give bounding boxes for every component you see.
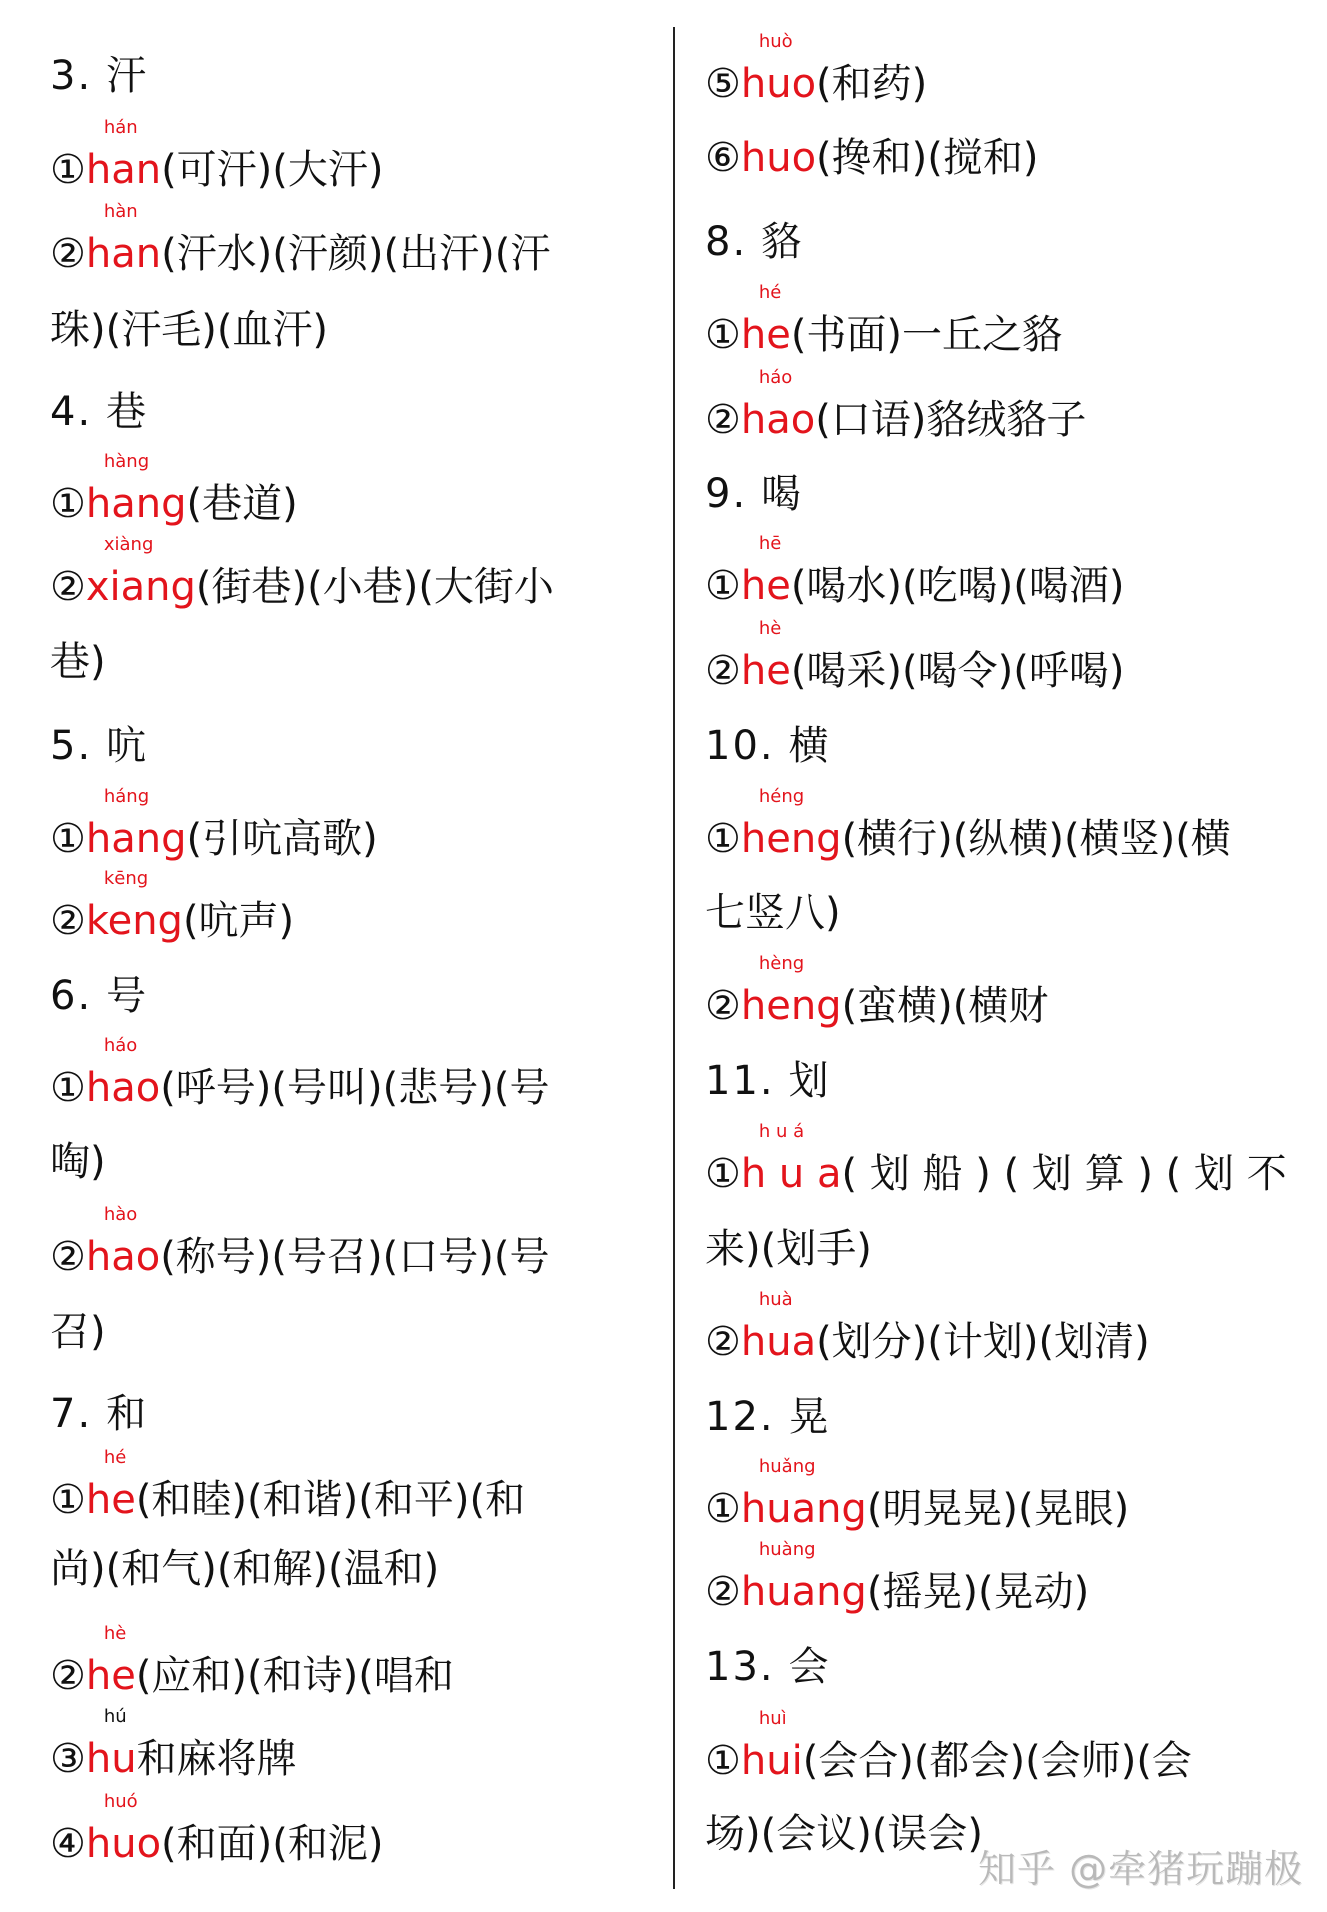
heading-number: 10. bbox=[705, 723, 775, 769]
pronunciation-entry bbox=[50, 1447, 526, 1524]
continuation-line bbox=[50, 638, 106, 686]
pinyin-text: huo bbox=[740, 61, 817, 107]
circled-number: ① bbox=[705, 1486, 741, 1532]
pinyin-text: xiang bbox=[85, 564, 196, 610]
pronunciation-entry bbox=[705, 953, 1049, 1030]
pinyin-tone-annotation: hán bbox=[103, 117, 138, 138]
character-heading bbox=[50, 388, 146, 436]
example-words: (划分)(计划)(划清) bbox=[816, 1319, 1150, 1365]
continuation-line bbox=[50, 1308, 106, 1356]
pinyin-tone-annotation: xiàng bbox=[103, 534, 154, 555]
circled-number: ① bbox=[50, 816, 86, 862]
circled-number: ① bbox=[50, 1477, 86, 1523]
example-words: 七竖八) bbox=[705, 890, 841, 936]
pronunciation-entry bbox=[50, 786, 378, 863]
example-words: (称号)(号召)(口号)(号 bbox=[160, 1234, 550, 1280]
continuation-line bbox=[705, 1810, 983, 1858]
column-divider bbox=[673, 27, 675, 1889]
heading-number: 8. bbox=[705, 219, 748, 265]
pinyin-tone-annotation: héng bbox=[758, 786, 805, 807]
example-words: (书面)一丘之貉 bbox=[790, 312, 1063, 358]
pronunciation-entry bbox=[705, 367, 1087, 444]
example-words: 啕) bbox=[50, 1139, 106, 1185]
pinyin-text: heng bbox=[740, 816, 842, 862]
pinyin-tone-annotation: huò bbox=[758, 31, 793, 52]
pinyin bbox=[740, 786, 842, 863]
pinyin-tone-annotation: kēng bbox=[103, 868, 149, 889]
circled-number: ⑤ bbox=[705, 61, 741, 107]
circled-number: ③ bbox=[50, 1736, 86, 1782]
pronunciation-entry bbox=[705, 134, 1038, 182]
example-words: (明晃晃)(晃眼) bbox=[866, 1486, 1130, 1532]
heading-character: 会 bbox=[788, 1644, 829, 1690]
pinyin bbox=[85, 1623, 136, 1700]
pinyin-text: he bbox=[740, 648, 791, 694]
example-words: 来)(划手) bbox=[705, 1226, 872, 1272]
example-words: (引吭高歌) bbox=[186, 816, 378, 862]
pinyin-tone-annotation: hú bbox=[103, 1706, 127, 1727]
example-words: (应和)(和诗)(唱和 bbox=[135, 1653, 454, 1699]
example-words: 珠)(汗毛)(血汗) bbox=[50, 307, 329, 353]
example-words: 和麻将牌 bbox=[136, 1736, 297, 1782]
pinyin-tone-annotation: hào bbox=[103, 1204, 138, 1225]
example-words: (会合)(都会)(会师)(会 bbox=[802, 1738, 1192, 1784]
pinyin bbox=[85, 1204, 161, 1281]
example-words: 尚)(和气)(和解)(温和) bbox=[50, 1546, 440, 1592]
example-words: (和面)(和泥) bbox=[161, 1821, 384, 1867]
example-words: 场)(会议)(误会) bbox=[705, 1811, 984, 1857]
pinyin bbox=[741, 134, 816, 182]
pronunciation-entry bbox=[705, 1289, 1150, 1366]
pronunciation-entry bbox=[50, 451, 298, 528]
pinyin-text: hang bbox=[85, 481, 187, 527]
pinyin bbox=[85, 451, 187, 528]
pinyin-text: huang bbox=[740, 1486, 867, 1532]
pinyin-text: huang bbox=[740, 1569, 867, 1615]
pronunciation-entry bbox=[705, 1456, 1130, 1533]
pinyin-text: han bbox=[85, 231, 162, 277]
pinyin-text: hao bbox=[85, 1234, 161, 1280]
example-words: (呼号)(号叫)(悲号)(号 bbox=[160, 1065, 550, 1111]
pinyin-tone-annotation: háo bbox=[758, 367, 793, 388]
pinyin-text: keng bbox=[85, 898, 183, 944]
circled-number: ② bbox=[705, 397, 741, 443]
pinyin-text: huo bbox=[740, 135, 817, 181]
pinyin bbox=[740, 367, 816, 444]
circled-number: ② bbox=[50, 1234, 86, 1280]
pinyin bbox=[85, 1035, 161, 1112]
circled-number: ① bbox=[50, 481, 86, 527]
example-words: (口语)貉绒貉子 bbox=[815, 397, 1087, 443]
pinyin bbox=[740, 1121, 842, 1198]
circled-number: ② bbox=[50, 231, 86, 277]
character-heading bbox=[705, 218, 801, 266]
pinyin-text: he bbox=[85, 1477, 136, 1523]
pinyin-tone-annotation: hàn bbox=[103, 201, 138, 222]
example-words: (吭声) bbox=[182, 898, 295, 944]
pronunciation-entry bbox=[50, 117, 384, 194]
pinyin bbox=[85, 1447, 136, 1524]
pinyin-tone-annotation: hè bbox=[103, 1623, 127, 1644]
heading-number: 9. bbox=[705, 471, 748, 517]
heading-character: 貉 bbox=[761, 219, 802, 265]
pinyin-text: hao bbox=[85, 1065, 161, 1111]
pronunciation-entry bbox=[50, 534, 554, 611]
pinyin bbox=[85, 786, 187, 863]
character-heading bbox=[50, 52, 146, 100]
pinyin-tone-annotation: hè bbox=[758, 618, 782, 639]
circled-number: ② bbox=[705, 1319, 741, 1365]
example-words: (可汗)(大汗) bbox=[161, 147, 384, 193]
pinyin-tone-annotation: háng bbox=[103, 786, 150, 807]
pinyin bbox=[740, 31, 817, 108]
circled-number: ① bbox=[705, 1151, 741, 1197]
pinyin-tone-annotation: hé bbox=[758, 282, 782, 303]
circled-number: ① bbox=[50, 147, 86, 193]
pinyin-tone-annotation: huǎng bbox=[758, 1456, 816, 1477]
character-heading bbox=[50, 1390, 146, 1438]
heading-character: 巷 bbox=[106, 389, 147, 435]
example-words: (蛮横)(横财 bbox=[841, 983, 1049, 1029]
pinyin-tone-annotation: hàng bbox=[103, 451, 150, 472]
example-words: (和药) bbox=[816, 61, 928, 107]
circled-number: ① bbox=[705, 816, 741, 862]
heading-number: 12. bbox=[705, 1394, 775, 1440]
pinyin-text: heng bbox=[740, 983, 842, 1029]
heading-number: 3. bbox=[50, 53, 93, 99]
character-heading bbox=[50, 722, 146, 770]
example-words: ( 划 船 ) ( 划 算 ) ( 划 不 bbox=[841, 1151, 1287, 1197]
character-heading bbox=[705, 1057, 829, 1105]
example-words: 召) bbox=[50, 1309, 106, 1355]
pinyin-text: hu bbox=[85, 1736, 137, 1782]
pronunciation-entry bbox=[50, 1791, 384, 1868]
pinyin bbox=[85, 1706, 137, 1783]
pinyin bbox=[85, 117, 162, 194]
pinyin bbox=[85, 1791, 162, 1868]
pinyin-tone-annotation: h u á bbox=[758, 1121, 805, 1142]
heading-number: 4. bbox=[50, 389, 93, 435]
pronunciation-entry bbox=[705, 1708, 1192, 1785]
pinyin-text: hao bbox=[740, 397, 816, 443]
pronunciation-entry bbox=[50, 201, 551, 278]
pinyin-text: he bbox=[740, 563, 791, 609]
pinyin-tone-annotation: huà bbox=[758, 1289, 793, 1310]
pronunciation-entry bbox=[705, 533, 1125, 610]
circled-number: ② bbox=[705, 1569, 741, 1615]
example-words: 巷) bbox=[50, 639, 106, 685]
circled-number: ⑥ bbox=[705, 135, 741, 181]
pronunciation-entry bbox=[50, 1706, 297, 1783]
circled-number: ② bbox=[50, 898, 86, 944]
character-heading bbox=[705, 470, 801, 518]
circled-number: ② bbox=[705, 648, 741, 694]
example-words: (汗水)(汗颜)(出汗)(汗 bbox=[161, 231, 551, 277]
pronunciation-entry bbox=[50, 1623, 454, 1700]
character-heading bbox=[705, 1643, 829, 1691]
pinyin bbox=[740, 1456, 867, 1533]
heading-character: 晃 bbox=[788, 1394, 829, 1440]
watermark: 知乎 @牵猪玩蹦极 bbox=[978, 1847, 1304, 1891]
pronunciation-entry bbox=[50, 1035, 550, 1112]
pinyin-text: hui bbox=[740, 1738, 803, 1784]
example-words: (喝水)(吃喝)(喝酒) bbox=[790, 563, 1125, 609]
heading-character: 吭 bbox=[106, 723, 147, 769]
circled-number: ① bbox=[705, 312, 741, 358]
circled-number: ① bbox=[50, 1065, 86, 1111]
example-words: (摇晃)(晃动) bbox=[866, 1569, 1090, 1615]
pinyin-text: han bbox=[85, 147, 162, 193]
heading-character: 和 bbox=[106, 1391, 147, 1437]
pronunciation-entry bbox=[705, 1121, 1287, 1198]
pinyin bbox=[85, 534, 196, 611]
pinyin-text: he bbox=[85, 1653, 136, 1699]
heading-number: 11. bbox=[705, 1058, 775, 1104]
example-words: (巷道) bbox=[186, 481, 298, 527]
pinyin-tone-annotation: hē bbox=[758, 533, 782, 554]
heading-number: 13. bbox=[705, 1644, 775, 1690]
example-words: (搀和)(搅和) bbox=[816, 135, 1039, 181]
heading-character: 划 bbox=[788, 1058, 829, 1104]
pronunciation-entry bbox=[705, 282, 1063, 359]
pinyin bbox=[85, 868, 183, 945]
continuation-line bbox=[705, 889, 841, 937]
pinyin bbox=[740, 282, 791, 359]
pinyin bbox=[740, 1708, 803, 1785]
pinyin-text: h u a bbox=[740, 1151, 842, 1197]
pronunciation-entry bbox=[705, 1539, 1090, 1616]
pronunciation-entry bbox=[705, 618, 1125, 695]
example-words: (横行)(纵横)(横竖)(横 bbox=[841, 816, 1231, 862]
pinyin-text: he bbox=[740, 312, 791, 358]
circled-number: ② bbox=[705, 983, 741, 1029]
pronunciation-entry bbox=[705, 31, 928, 108]
pinyin bbox=[740, 1289, 817, 1366]
continuation-line bbox=[50, 306, 328, 354]
pinyin-tone-annotation: huó bbox=[103, 1791, 138, 1812]
pinyin-tone-annotation: háo bbox=[103, 1035, 138, 1056]
pinyin-text: huo bbox=[85, 1821, 162, 1867]
heading-character: 号 bbox=[106, 973, 147, 1019]
heading-character: 横 bbox=[788, 723, 829, 769]
pinyin-tone-annotation: huàng bbox=[758, 1539, 816, 1560]
pinyin-text: hua bbox=[740, 1319, 817, 1365]
pinyin-tone-annotation: hèng bbox=[758, 953, 805, 974]
character-heading bbox=[705, 722, 829, 770]
character-heading bbox=[50, 972, 146, 1020]
pronunciation-entry bbox=[50, 868, 295, 945]
pronunciation-entry bbox=[705, 786, 1231, 863]
example-words: (街巷)(小巷)(大街小 bbox=[195, 564, 554, 610]
pinyin bbox=[85, 201, 162, 278]
continuation-line bbox=[50, 1545, 439, 1593]
pinyin bbox=[740, 1539, 867, 1616]
heading-character: 汗 bbox=[106, 53, 147, 99]
circled-number: ① bbox=[705, 563, 741, 609]
pinyin-tone-annotation: hé bbox=[103, 1447, 127, 1468]
pinyin bbox=[740, 533, 791, 610]
circled-number: ④ bbox=[50, 1821, 86, 1867]
character-heading bbox=[705, 1393, 829, 1441]
heading-number: 7. bbox=[50, 1391, 93, 1437]
pinyin bbox=[740, 953, 842, 1030]
pinyin bbox=[740, 618, 791, 695]
circled-number: ① bbox=[705, 1738, 741, 1784]
continuation-line bbox=[705, 1225, 872, 1273]
circled-number: ② bbox=[50, 1653, 86, 1699]
example-words: (和睦)(和谐)(和平)(和 bbox=[135, 1477, 526, 1523]
pinyin-text: hang bbox=[85, 816, 187, 862]
heading-number: 6. bbox=[50, 973, 93, 1019]
heading-character: 喝 bbox=[761, 471, 802, 517]
pronunciation-entry bbox=[50, 1204, 550, 1281]
heading-number: 5. bbox=[50, 723, 93, 769]
pinyin-tone-annotation: huì bbox=[758, 1708, 787, 1729]
circled-number: ② bbox=[50, 564, 86, 610]
example-words: (喝采)(喝令)(呼喝) bbox=[790, 648, 1125, 694]
continuation-line bbox=[50, 1138, 106, 1186]
